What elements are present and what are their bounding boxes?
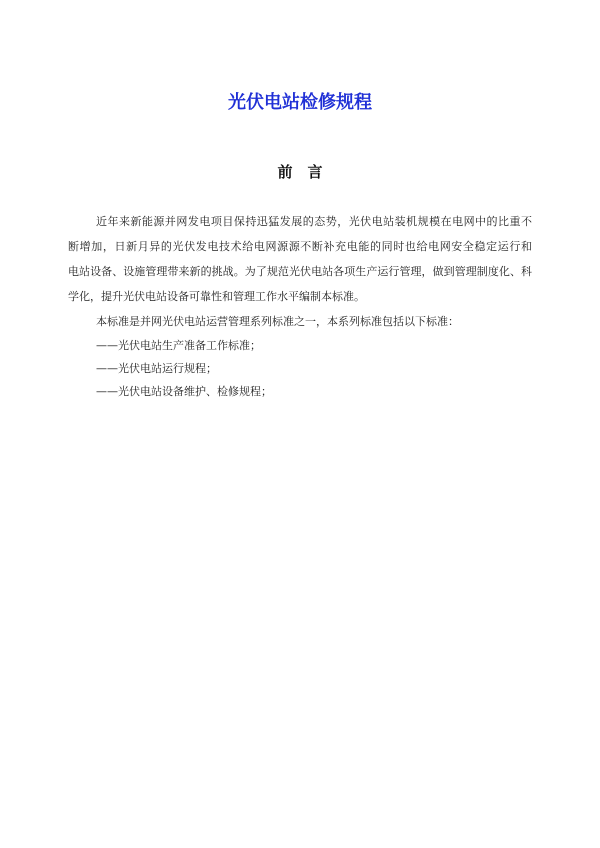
paragraph1-line: 学化，提升光伏电站设备可靠性和管理工作水平编制本标准。 [68,290,365,303]
list-item: ——光伏电站设备维护、检修规程； [96,385,272,398]
paragraph2: 本标准是并网光伏电站运营管理系列标准之一，本系列标准包括以下标准： [96,315,459,328]
paragraph1-line: 近年来新能源并网发电项目保持迅猛发展的态势，光伏电站装机规模在电网中的比重不 [96,215,532,228]
paragraph1-line: 断增加，日新月异的光伏发电技术给电网源源不断补充电能的同时也给电网安全稳定运行和 [68,240,532,253]
document-title: 光伏电站检修规程 [228,92,372,113]
list-item: ——光伏电站运行规程； [96,362,217,375]
list-item: ——光伏电站生产准备工作标准； [96,339,261,352]
paragraph1-line: 电站设备、设施管理带来新的挑战。为了规范光伏电站各项生产运行管理，做到管理制度化、科 [68,265,532,278]
section-heading-preface: 前 言 [277,163,323,181]
